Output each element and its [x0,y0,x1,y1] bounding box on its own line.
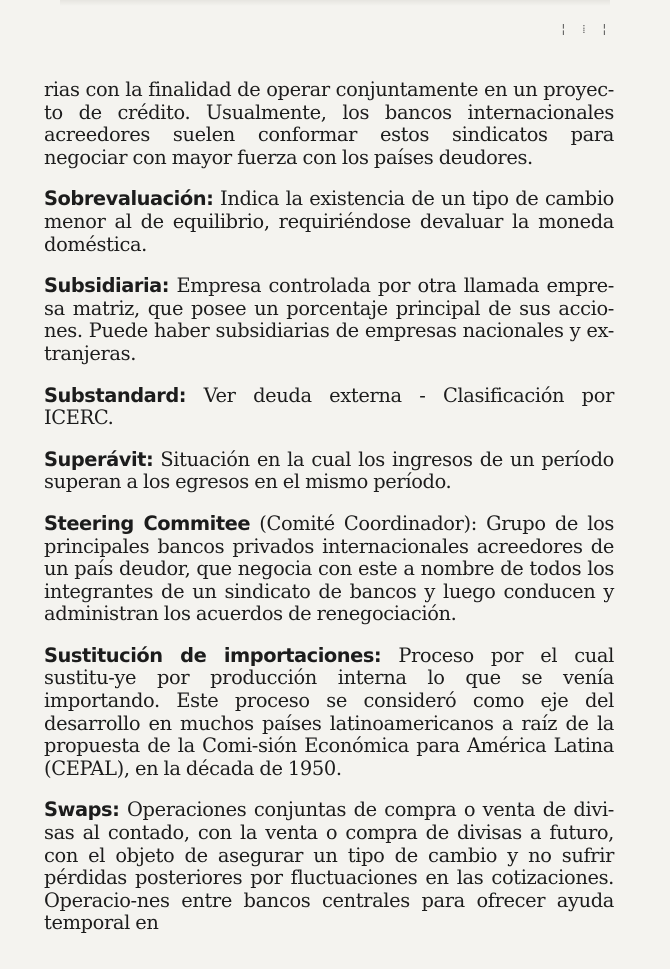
glossary-text [44,79,614,954]
entry-term: Swaps: [44,798,120,822]
entry-term: Substandard: [44,383,187,407]
page-header-marks: ¦ ⁞ ¦ [559,22,612,36]
entry-term: Subsidiaria: [44,274,170,298]
entry-definition: Empresa controlada por otra llamada empre-sa matriz, que posee un porcentaje principal de sus accio-nes. Puede haber subsidiarias de empresas nacionales y ex-tranjeras. [44,274,614,365]
glossary-entry-sobrevaluacion [44,188,614,256]
glossary-entry-subsidiaria [44,275,614,365]
entry-definition: rias con la finalidad de operar conjuntamente en un proyec-to de crédito. Usualmente, los bancos internacionales acreedores suelen conformar estos sindicatos para negociar con mayor fuerza con los países deudores. [44,78,614,169]
glossary-entry-steering-commitee [44,513,614,626]
entry-term: Superávit: [44,447,154,471]
entry-term: Sustitución de importaciones: [44,643,382,667]
entry-definition: Operaciones conjuntas de compra o venta de divi-sas al contado, con la venta o compra de divisas a futuro, con el objeto de asegurar un tipo de cambio y no sufrir pérdidas posteriores por fluctuaciones en las cotizaciones. Operacio-nes entre bancos centrales para ofrecer ayuda temporal en [44,798,614,935]
entry-term: Sobrevaluación: [44,187,214,211]
entry-term: Steering Commitee [44,511,251,535]
glossary-entry-continuation [44,79,614,169]
entry-definition: (Comité Coordinador): Grupo de los principales bancos privados internacionales acreedores de un país deudor, que negocia con este a nombre de todos los integrantes de un sindicato de bancos y luego conducen y administran los acuerdos de renegociación. [44,511,614,626]
entry-definition: Proceso por el cual sustitu-ye por producción interna lo que se venía importando. Este proceso se consideró como eje del desarrollo en muchos países latinoamericanos a raíz de la propuesta de la Comi-sión Económica para América Latina (CEPAL), en la década de 1950. [44,643,614,780]
glossary-entry-substandard [44,385,614,430]
glossary-entry-sustitucion [44,645,614,781]
glossary-entry-swaps [44,799,614,935]
entry-definition: Situación en la cual los ingresos de un período superan a los egresos en el mismo período. [44,447,614,494]
glossary-entry-superavit [44,449,614,494]
entry-definition: Ver deuda externa - Clasificación por ICERC. [44,383,614,430]
entry-definition: Indica la existencia de un tipo de cambio menor al de equilibrio, requiriéndose devaluar la moneda doméstica. [44,187,614,256]
page-top-edge [60,0,610,6]
